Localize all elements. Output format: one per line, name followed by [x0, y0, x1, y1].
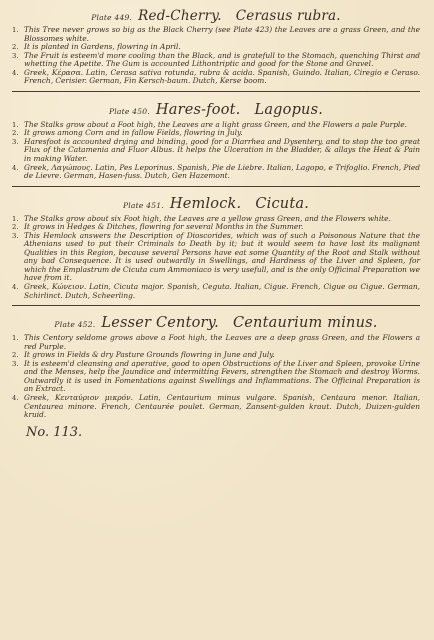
entry: [12, 232, 420, 283]
entry-number: 1.: [12, 214, 19, 223]
entry-text: Greek, Κώνειον. Latin, Cicuta major. Spanish, Ceguta. Italian, Cigue. French, Cigue ou Cigue. German, Schirlinct. Dutch, Scheerling.: [24, 282, 420, 300]
entry: [12, 164, 420, 181]
entry-number: 3.: [12, 231, 19, 240]
entry-list: [12, 26, 420, 86]
entry: [12, 394, 420, 420]
plate-number: Plate 449.: [91, 13, 133, 22]
entry-number: 3.: [12, 51, 19, 60]
entry-number: 4.: [12, 163, 19, 172]
section-red-cherry: [12, 8, 420, 86]
entry-text: The Stalks grow about a Foot high, the Leaves are a light grass Green, and the Flowers a pale Purple.: [24, 119, 408, 129]
entry: [12, 334, 420, 351]
section-hares-foot: [12, 102, 420, 181]
entry: [12, 69, 420, 86]
entry-text: The Fruit is esteem'd more cooling than the Black, and is gratefull to the Stomach, quenching Thirst and whetting the Apetite. The Gum is accounted Lithontriptic and good for the Stone and Gravel.: [24, 50, 420, 69]
entry-number: 4.: [12, 68, 19, 77]
entry-text: Greek, Κέρασα. Latin, Cerasa sativa rotunda, rubra & acida. Spanish, Guindo. Italian, Ciregio e Ceraso. French, Cerisier. German, Fin Kersch-baum. Dutch, Kerse boom.: [24, 67, 420, 86]
section-heading: [12, 102, 420, 118]
section-divider: [12, 91, 420, 92]
latin-name: Cerasus rubra.: [235, 8, 341, 24]
latin-name: Cicuta.: [255, 195, 310, 212]
page-number: No. 113.: [26, 424, 83, 440]
entry-text: Greek, Κενταύριον μικρόν. Latin, Centaurium minus vulgare. Spanish, Centaura menor. Italian, Centaurea minore. French, Centaurée poulet. German, Zansent-gulden kraut. Dutch, Duizen-gulden kruid.: [24, 392, 420, 420]
english-name: Hemlock.: [169, 195, 242, 212]
entry: [12, 52, 420, 69]
entry-number: 1.: [12, 26, 19, 34]
entry-text: This Hemlock answers the Description of Dioscorides, which was of such a Poisonous Nature that the Athenians used to put their Criminals to Death by it; but it would seem to have lost its malignant Qualities in this Region, because several Persons have eat some Quantity of the Root and Stalk without any bad Consequence. It is used outwardly in Swellings, and Hardness of the Liver and Spleen, for which the Emplastrum de Cicuta cum Ammoniaco is very usefull, and is the only Officinal Preparation we have from it.: [24, 230, 420, 283]
plate-number: Plate 451.: [122, 200, 164, 210]
entry-list: [12, 215, 420, 300]
entry-text: It is esteem'd cleansing and aperative, good to open Obstructions of the Liver and Spleen, provoke Urine and the Menses, help the Jaundice and intermitting Fevers, strengthen the Stomach and destroy Worms. Outwardly it is used in Fomentations against Swellings and Inflammations. The Officinal Preparation is an Extract.: [24, 358, 420, 394]
entry-number: 2.: [12, 129, 19, 138]
entry-text: It grows in Fields & dry Pasture Grounds flowring in June and July.: [24, 350, 275, 360]
entry-text: This Tree never grows so big as the Black Cherry (see Plate 423) the Leaves are a grass Green, and the Blossomes white.: [24, 25, 420, 43]
plate-number: Plate 450.: [108, 106, 150, 116]
english-name: Hares-foot.: [155, 101, 241, 118]
entry-text: This Centory seldome grows above a Foot high, the Leaves are a deep grass Green, and the Flowers a red Purple.: [24, 333, 420, 351]
entry: [12, 283, 420, 300]
entry: [12, 360, 420, 394]
entry-number: 4.: [12, 393, 19, 402]
english-name: Red-Cherry.: [138, 8, 222, 24]
latin-name: Centaurium minus.: [232, 315, 378, 332]
entry-list: [12, 334, 420, 419]
entry-text: It grows in Hedges & Ditches, flowring for several Months in the Summer.: [24, 222, 304, 232]
entry-list: [12, 121, 420, 181]
english-name: Lesser Centory.: [101, 315, 219, 332]
entry: [12, 138, 420, 164]
entry-number: 3.: [12, 137, 19, 146]
plate-number: Plate 452.: [54, 320, 96, 330]
entry-text: It is planted in Gardens, flowring in April.: [24, 42, 181, 52]
entry-text: It grows among Corn and in fallow Fields, flowring in July.: [24, 128, 243, 138]
entry-number: 2.: [12, 223, 19, 232]
section-lesser-centory: [12, 315, 420, 419]
section-heading: [12, 196, 420, 212]
entry: [12, 26, 420, 43]
section-hemlock: [12, 196, 420, 300]
entry-number: 2.: [12, 351, 19, 360]
entry-text: The Stalks grow about six Foot high, the Leaves are a yellow grass Green, and the Flowers white.: [24, 213, 391, 223]
entry-text: Haresfoot is accounted drying and binding, good for a Diarrhea and Dysentery, and to stop the too great Flux of the Catamenia and Fluor Albus. It helps the Ulceration in the Bladder, & allays the Heat & Pain in making Water.: [24, 136, 420, 164]
entry-number: 1.: [12, 334, 19, 343]
section-heading: [12, 315, 420, 331]
latin-name: Lagopus.: [254, 101, 324, 118]
entry-number: 1.: [12, 120, 19, 129]
entry-text: Greek, Λαγώπους. Latin, Pes Leporinus. Spanish, Pie de Liebre. Italian, Lagopo, e Trifoglio. French, Pied de Lievre. German, Hasen-fuss. Dutch, Gen Hazemont.: [24, 162, 420, 181]
entry-number: 2.: [12, 43, 19, 52]
entry-number: 3.: [12, 359, 19, 368]
section-divider: [12, 186, 420, 187]
section-divider: [12, 305, 420, 306]
section-heading: [12, 8, 420, 24]
entry-number: 4.: [12, 283, 19, 292]
